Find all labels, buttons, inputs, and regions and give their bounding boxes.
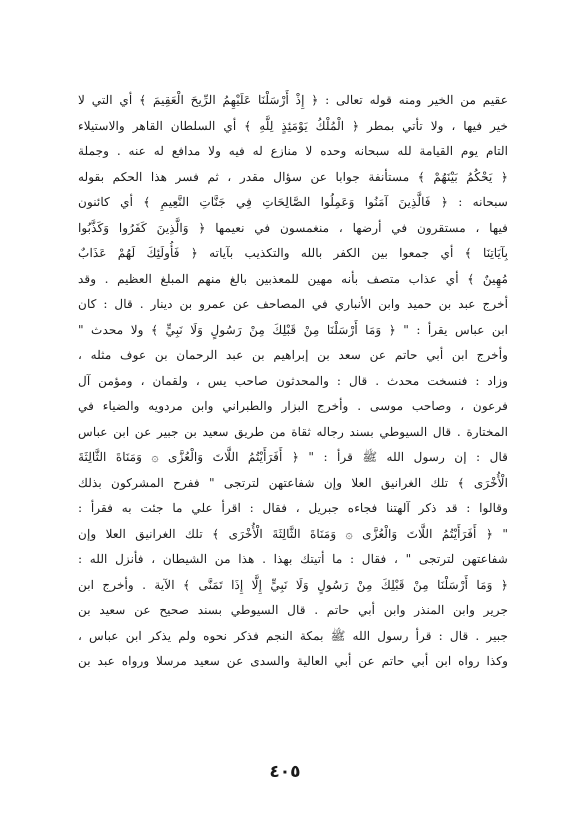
text-line: قال : إن رسول الله ﷺ قرأ : " ﴿ أَفَرَأَيْتُمُ اللَّاتَ وَالْعُزَّى ۞ وَمَنَاةَ الثَّالِثَةَ — [78, 450, 508, 464]
text-line: وزاد : فنسخت محدث . قال : والمحدثون صاحب يس ، ولقمان ، ومؤمن آل — [78, 373, 508, 388]
text-line: فيها ، مستقرون في أرضها ، منغمسون في نعيمها ﴿ وَالَّذِينَ كَفَرُوا وَكَذَّبُوا — [78, 220, 508, 235]
text-line: سبحانه : ﴿ فَالَّذِينَ آمَنُوا وَعَمِلُوا الصَّالِحَاتِ فِي جَنَّاتِ النَّعِيمِ ﴾ أي كائنون — [78, 195, 508, 209]
text-line: خير فيها ، ولا تأتي بمطر ﴿ الْمُلْكُ يَوْمَئِذٍ لِلَّهِ ﴾ أي السلطان القاهر والاستيلاء — [78, 118, 508, 133]
text-line: عقيم من الخير ومنه قوله تعالى : ﴿ إِذْ أَرْسَلْنَا عَلَيْهِمُ الرِّيحَ الْعَقِيمَ ﴾ أي التي لا — [78, 93, 508, 107]
text-line: أخرج عبد بن حميد وابن الأنباري في المصاحف عن عمرو بن دينار . قال : كان — [78, 297, 508, 311]
text-line: وأخرج ابن أبي حاتم عن سعد بن إبراهيم بن عبد الرحمان بن عوف مثله ، — [78, 348, 508, 362]
text-line: التام يوم القيامة لله سبحانه وحده لا منازع له فيه ولا مدافع له عنه . وجملة — [78, 144, 508, 158]
text-line: وكذا رواه ابن أبي حاتم عن أبي العالية والسدى عن سعيد مرسلا ورواه عبد بن — [78, 654, 508, 668]
page-number: ٤٠٥ — [269, 762, 301, 782]
text-line: جبير . قال : قرأ رسول الله ﷺ بمكة النجم فذكر نحوه ولم يذكر ابن عباس ، — [78, 628, 508, 643]
text-line: المختارة . قال السيوطي بسند رجاله ثقاة من طريق سعيد بن جبير عن ابن عباس — [78, 424, 508, 439]
text-line: شفاعتهن لترتجى " ، فقال : ما أتيتك بهذا . هذا من الشيطان ، فأنزل الله : — [78, 552, 508, 566]
text-line: مُهِينٌ ﴾ أي عذاب متصف بأنه مهين للمعذبين بالغ منهم المبلغ العظيم . وقد — [78, 271, 508, 286]
text-line: فرعون ، وصاحب موسى . وأخرج البزار والطبراني وابن مردويه والضياء في — [78, 399, 508, 413]
text-line: ﴿ وَمَا أَرْسَلْنَا مِنْ قَبْلِكَ مِنْ رَسُولٍ وَلَا نَبِيٍّ إِلَّا إِذَا تَمَنَّى ﴾ الآية . وأخرج ابن — [78, 577, 508, 592]
body-text — [78, 88, 508, 675]
text-line: الْأُخْرَى ﴾ تلك الغرانيق العلا وإن شفاعتهن لترتجى " ففرح المشركون بذلك — [78, 475, 508, 490]
text-line: جرير وابن المنذر وابن أبي حاتم . قال السيوطي بسند صحيح عن سعيد بن — [78, 603, 508, 617]
text-line: ابن عباس يقرأ : " ﴿ وَمَا أَرْسَلْنَا مِنْ قَبْلِكَ مِنْ رَسُولٍ وَلَا نَبِيٍّ ﴾ ولا محدث " — [78, 322, 508, 337]
text-line: ﴿ يَحْكُمُ بَيْنَهُمْ ﴾ مستأنفة جوابا عن سؤال مقدر ، ثم فسر هذا الحكم بقوله — [78, 169, 508, 184]
text-line: وقالوا : قد ذكر آلهتنا فجاءه جبريل ، فقال : اقرأ علي ما جئت به فقرأ : — [78, 501, 508, 515]
text-line: بِآيَاتِنَا ﴾ أي جمعوا بين الكفر بالله والتكذيب بآياته ﴿ فَأُولَئِكَ لَهُمْ عَذَابٌ — [78, 246, 508, 260]
text-line: " ﴿ أَفَرَأَيْتُمُ اللَّاتَ وَالْعُزَّى ۞ وَمَنَاةَ الثَّالِثَةَ الْأُخْرَى ﴾ تلك الغرانيق العلا وإن — [78, 526, 508, 541]
